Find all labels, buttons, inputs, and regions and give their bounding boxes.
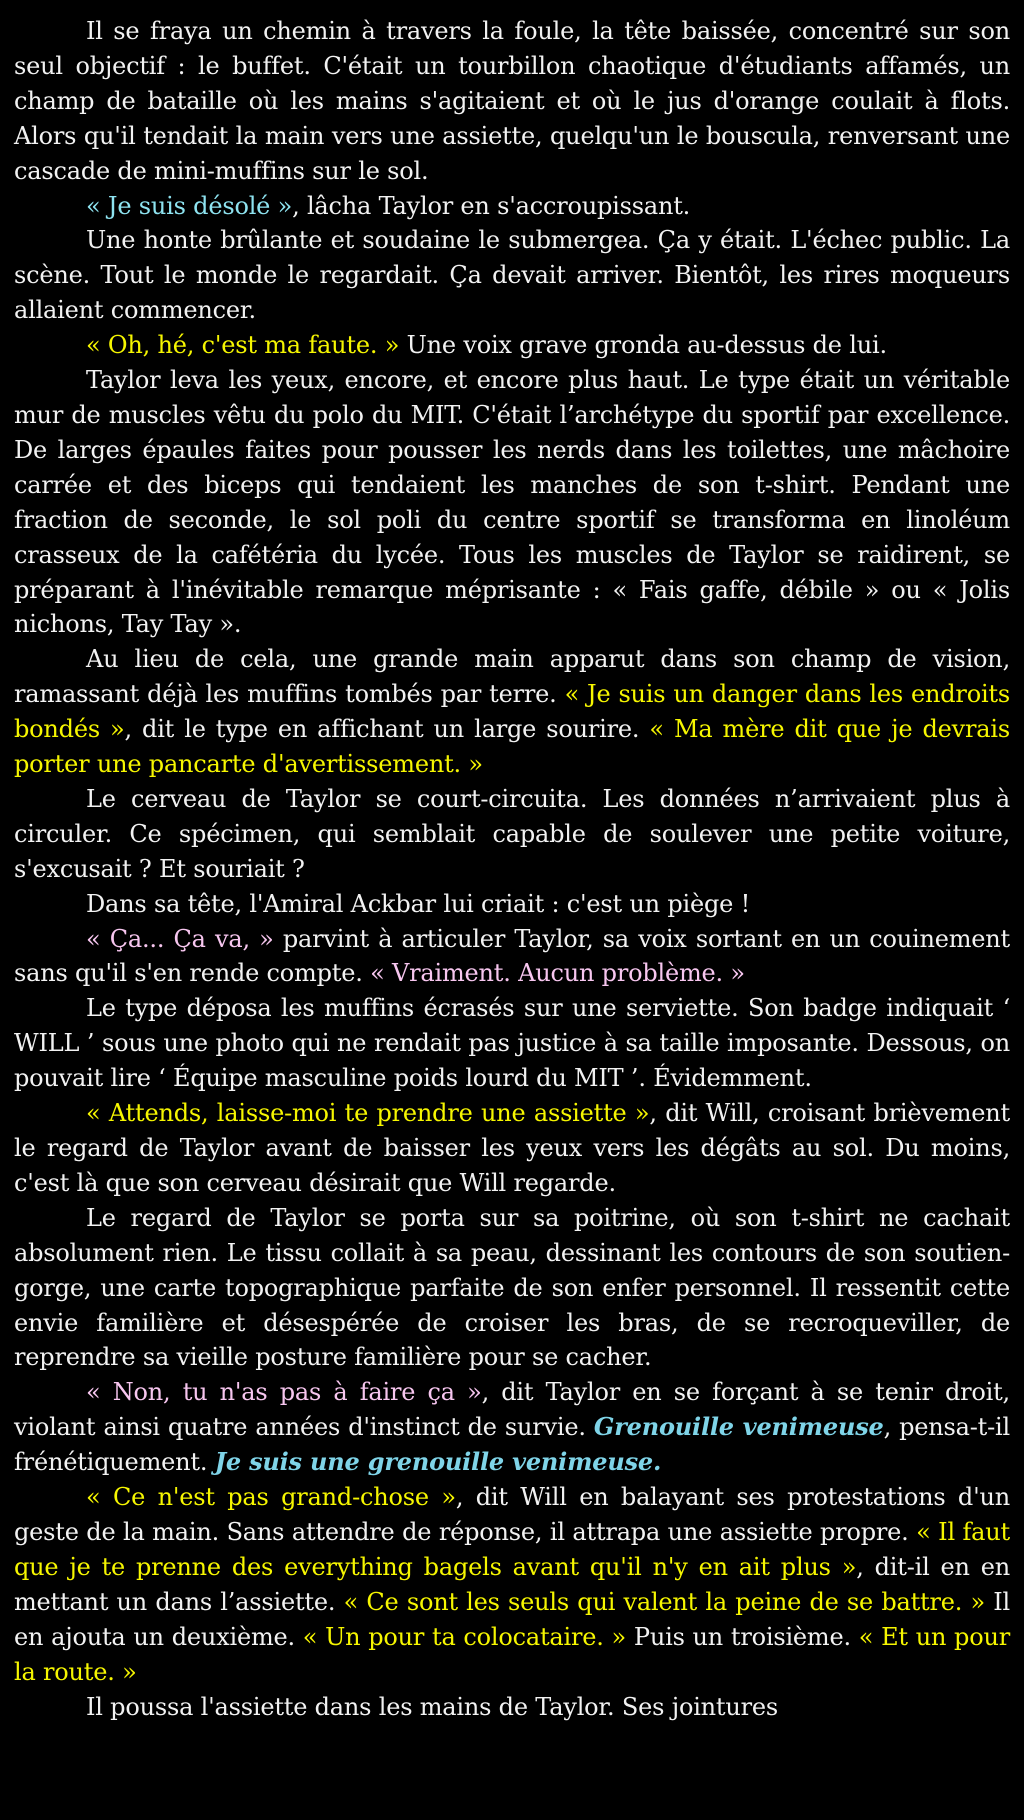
narration-text: , dit Will, croisant brièvement le regard de Taylor avant de baisser les yeux vers les dégâts au sol. Du moins, c'est là que son cerveau désirait que Will regarde. [14, 1099, 1010, 1197]
narration-text: Il se fraya un chemin à travers la foule, la tête baissée, concentré sur son seul objectif : le buffet. C'était un tourbillon chaotique d'étudiants affamés, un champ de bataille où les mains s'agitaient et où le jus d'orange coulait à flots. Alors qu'il tendait la main vers une assiette, quelqu'un le bouscula, renversant une cascade de mini-muffins sur le sol. [14, 17, 1010, 185]
paragraph [14, 363, 1010, 642]
dialogue-text: « Ce n'est pas grand-chose » [86, 1483, 456, 1512]
dialogue-text: « Attends, laisse-moi te prendre une assiette » [86, 1099, 650, 1128]
paragraph [14, 1375, 1010, 1480]
paragraph [14, 642, 1010, 782]
narration-text: Une voix grave gronda au-dessus de lui. [399, 331, 887, 360]
narration-text: parvint à articuler Taylor, sa voix sortant en un couinement sans qu'il s'en rende compte. [14, 924, 1010, 988]
dialogue-text: « Ça... Ça va, » [86, 924, 274, 953]
narration-text: Il en ajouta un deuxième. [14, 1587, 1010, 1651]
narration-text: Le regard de Taylor se porta sur sa poitrine, où son t-shirt ne cachait absolument rien. Le tissu collait à sa peau, dessinant les contours de son soutien-gorge, une carte topographique parfaite de son enfer personnel. Il ressentit cette envie familière et désespérée de croiser les bras, de se recroqueviller, de reprendre sa vieille posture familière pour se cacher. [14, 1203, 1010, 1372]
dialogue-text: « Non, tu n'as pas à faire ça » [86, 1378, 482, 1407]
paragraph [14, 1690, 1010, 1725]
dialogue-text: « Un pour ta colocataire. » [302, 1622, 627, 1651]
narration-text: Une honte brûlante et soudaine le submergea. Ça y était. L'échec public. La scène. Tout le monde le regardait. Ça devait arriver. Bientôt, les rires moqueurs allaient commencer. [14, 226, 1010, 325]
paragraph [14, 14, 1010, 189]
narration-text: , pensa-t-il frénétiquement. [14, 1413, 1010, 1477]
narration-text: , lâcha Taylor en s'accroupissant. [292, 191, 691, 220]
paragraph [14, 1096, 1010, 1201]
dialogue-text: « Ce sont les seuls qui valent la peine de se battre. » [343, 1587, 985, 1616]
thought-text: Je suis une grenouille venimeuse. [214, 1447, 662, 1477]
dialogue-text: « Oh, hé, c'est ma faute. » [86, 331, 400, 360]
narration-text: Au lieu de cela, une grande main apparut dans son champ de vision, ramassant déjà les muffins tombés par terre. [14, 645, 1010, 709]
paragraph [14, 1201, 1010, 1376]
narration-text: Taylor leva les yeux, encore, et encore plus haut. Le type était un véritable mur de muscles vêtu du polo du MIT. C'était l’archétype du sportif par excellence. De larges épaules faites pour pousser les nerds dans les toilettes, une mâchoire carrée et des biceps qui tendaient les manches de son t-shirt. Pendant une fraction de seconde, le sol poli du centre sportif se transforma en linoléum crasseux de la cafétéria du lycée. Tous les muscles de Taylor se raidirent, se préparant à l'inévitable remarque méprisante : « Fais gaffe, débile » ou « Jolis nichons, Tay Tay ». [14, 366, 1010, 639]
narration-text: Puis un troisième. [626, 1622, 859, 1651]
dialogue-text: « Je suis un danger dans les endroits bondés » [14, 680, 1010, 744]
narration-text: Il poussa l'assiette dans les mains de Taylor. Ses jointures [86, 1692, 779, 1721]
dialogue-text: « Il faut que je te prenne des everything bagels avant qu'il n'y en ait plus » [14, 1517, 1010, 1581]
narration-text: , dit Will en balayant ses protestations d'un geste de la main. Sans attendre de réponse, il attrapa une assiette propre. [14, 1483, 1010, 1546]
paragraph [14, 1480, 1010, 1689]
dialogue-text: « Et un pour la route. » [14, 1622, 1010, 1686]
paragraph [14, 887, 1010, 922]
dialogue-text: « Je suis désolé » [86, 191, 293, 220]
paragraph [14, 223, 1010, 328]
dialogue-text: « Vraiment. Aucun problème. » [370, 959, 745, 988]
dialogue-text: « Ma mère dit que je devrais porter une pancarte d'avertissement. » [14, 715, 1010, 779]
thought-text: Grenouille venimeuse [593, 1412, 884, 1442]
narration-text: , dit le type en affichant un large sourire. [124, 715, 650, 744]
narration-text: Le type déposa les muffins écrasés sur une serviette. Son badge indiquait ‘ WILL ’ sous une photo qui ne rendait pas justice à sa taille imposante. Dessous, on pouvait lire ‘ Équipe masculine poids lourd du MIT ’. Évidemment. [14, 994, 1010, 1093]
paragraph [14, 189, 1010, 224]
narration-text: Dans sa tête, l'Amiral Ackbar lui criait : c'est un piège ! [86, 889, 751, 918]
paragraph [14, 922, 1010, 992]
narration-text: , dit Taylor en se forçant à se tenir droit, violant ainsi quatre années d'instinct de survie. [14, 1378, 1010, 1442]
paragraph [14, 991, 1010, 1096]
paragraph [14, 782, 1010, 887]
narration-text: , dit-il en en mettant un dans l’assiette. [14, 1552, 1010, 1616]
paragraph [14, 328, 1010, 363]
narration-text: Le cerveau de Taylor se court-circuita. Les données n’arrivaient plus à circuler. Ce spécimen, qui semblait capable de soulever une petite voiture, s'excusait ? Et souriait ? [14, 784, 1010, 883]
